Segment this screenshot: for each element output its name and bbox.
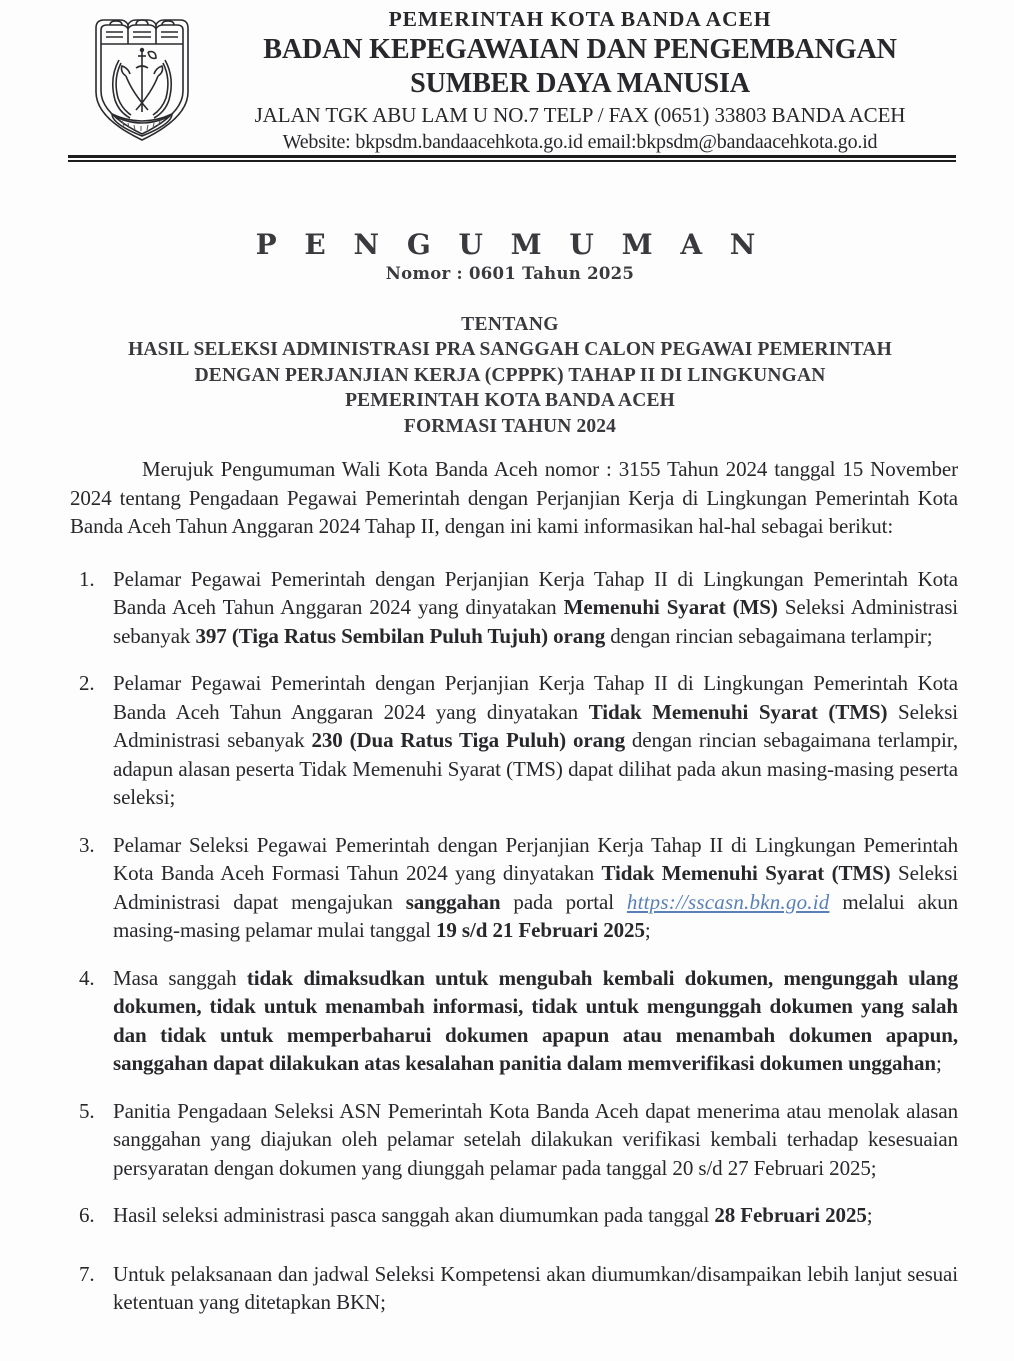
clause-4-bold: tidak dimaksudkan untuk mengubah kembali dokumen, mengunggah ulang dokumen, tidak untuk menambah informasi, tidak untuk mengunggah dokumen yang salah dan tidak untuk memperbaharui dokumen apapun atau menambah dokumen apapun, sanggahan dapat dilakukan atas kesalahan panitia dalam memverifikasi dokumen unggahan [113,965,958,1075]
letterhead-government-line: PEMERINTAH KOTA BANDA ACEH [388,7,772,31]
about-label: TENTANG [461,314,559,335]
clause-3-bold-b: sanggahan [405,889,501,914]
letterhead [0,0,1014,152]
clause-number-5: 5. [79,1098,95,1123]
letterhead-contact: Website: bkpsdm.bandaacehkota.go.id email:bkpsdm@bandaacehkota.go.id [282,131,878,153]
clause-3-text-b: Seleksi Administrasi dapat mengajukan [113,861,959,914]
announcement-number: Nomor : 0601 Tahun 2025 [385,264,635,283]
clause-7-text: Untuk pelaksanaan dan jadwal Seleksi Kompetensi akan diumumkan/disampaikan lebih lanjut sesuai ketentuan yang ditetapkan BKN; [113,1261,958,1314]
clause-3-text-a: Pelamar Seleksi Pegawai Pemerintah dengan Perjanjian Kerja Tahap II di Lingkungan Pemerintah Kota Banda Aceh Formasi Tahun 2024 yang dinyatakan [113,832,958,885]
clause-list [70,565,958,1317]
clause-4-tail: ; [935,1051,942,1075]
clause-item-2 [70,669,958,812]
clause-1-text-a: Pelamar Pegawai Pemerintah dengan Perjanjian Kerja Tahap II di Lingkungan Pemerintah Kota Banda Aceh Tahun Anggaran 2024 yang dinyatakan [113,566,958,619]
clause-3-text-d: melalui akun masing-masing pelamar mulai tanggal [113,889,959,942]
clause-2-text-a: Pelamar Pegawai Pemerintah dengan Perjanjian Kerja Tahap II di Lingkungan Pemerintah Kota Banda Aceh Tahun Anggaran 2024 yang dinyatakan [113,671,958,724]
clause-item-4 [70,964,958,1078]
subject-line-3: PEMERINTAH KOTA BANDA ACEH [345,390,675,411]
clause-4-lead: Masa sanggah [113,965,247,990]
subject-line-4: FORMASI TAHUN 2024 [403,415,617,437]
clause-2-bold-b: 230 (Dua Ratus Tiga Puluh) orang [311,728,625,752]
clause-2-text-b: Seleksi Administrasi sebanyak [113,699,958,752]
header-divider [68,155,956,162]
announcement-title-block [70,228,950,439]
clause-item-6 [70,1201,958,1230]
clause-6-bold-a: 28 Februari 2025 [714,1203,867,1227]
clause-1-text-c: dengan rincian sebagaimana terlampir; [605,623,933,648]
clause-item-3 [70,831,958,945]
clause-3-bold-c: 19 s/d 21 Februari 2025 [435,918,645,942]
page-title: P E N G U M U M A N [255,228,765,261]
divider-rule-thin [68,160,956,162]
clause-3-bold-a: Tidak Memenuhi Syarat (TMS) [601,861,891,885]
clause-1-bold-a: Memenuhi Syarat (MS) [563,595,778,619]
clause-item-1 [70,565,958,651]
subject-line-2: DENGAN PERJANJIAN KERJA (CPPPK) TAHAP II DI LINGKUNGAN [194,364,826,386]
letterhead-text [200,6,960,155]
clause-3-text-e: ; [644,918,651,942]
clause-item-5 [70,1097,958,1183]
clause-1-text-b: Seleksi Administrasi sebanyak [113,595,959,648]
letterhead-agency-line2: SUMBER DAYA MANUSIA [410,67,750,99]
clause-number-6: 6. [79,1203,95,1227]
announcement-subject [70,337,950,439]
intro-paragraph: Merujuk Pengumuman Wali Kota Banda Aceh nomor : 3155 Tahun 2024 tanggal 15 November 2024 tentang Pengadaan Pegawai Pemerintah dengan Perjanjian Kerja di Lingkungan Pemerintah Kota Banda Aceh Tahun Anggaran 2024 Tahap II, dengan ini kami informasikan hal-hal sebagai berikut: [70,457,958,538]
clause-3-text-c: pada portal [500,889,627,914]
coat-of-arms-icon [86,6,198,148]
clause-number-1: 1. [79,566,95,591]
clause-2-bold-a: Tidak Memenuhi Syarat (TMS) [588,699,888,724]
clause-number-7: 7. [79,1261,95,1286]
subject-line-1: HASIL SELEKSI ADMINISTRASI PRA SANGGAH CALON PEGAWAI PEMERINTAH [128,339,892,360]
clause-number-4: 4. [79,965,95,990]
clause-1-bold-b: 397 (Tiga Ratus Sembilan Puluh Tujuh) orang [195,623,606,648]
clause-5-text: Panitia Pengadaan Seleksi ASN Pemerintah Kota Banda Aceh dapat menerima atau menolak alasan sanggahan yang diajukan oleh pelamar setelah dilakukan verifikasi kembali terhadap kesesuaian persyaratan dengan dokumen yang diunggah pelamar pada tanggal 20 s/d 27 Februari 2025; [113,1098,958,1180]
clause-number-2: 2. [79,671,95,695]
clause-6-text-a: Hasil seleksi administrasi pasca sanggah akan diumumkan pada tanggal [113,1203,715,1227]
clause-6-text-b: ; [866,1203,873,1227]
sscasn-portal-link[interactable]: https://sscasn.bkn.go.id [626,889,830,914]
clause-number-3: 3. [79,832,95,857]
document-body [70,455,958,1336]
clause-2-text-c: dengan rincian sebagaimana terlampir, adapun alasan peserta Tidak Memenuhi Syarat (TMS) dapat dilihat pada akun masing-masing peserta seleksi; [113,728,958,809]
letterhead-agency-line1: BADAN KEPEGAWAIAN DAN PENGEMBANGAN [263,33,897,65]
letterhead-address: JALAN TGK ABU LAM U NO.7 TELP / FAX (0651) 33803 BANDA ACEH [254,103,906,127]
clause-item-7 [70,1260,958,1317]
